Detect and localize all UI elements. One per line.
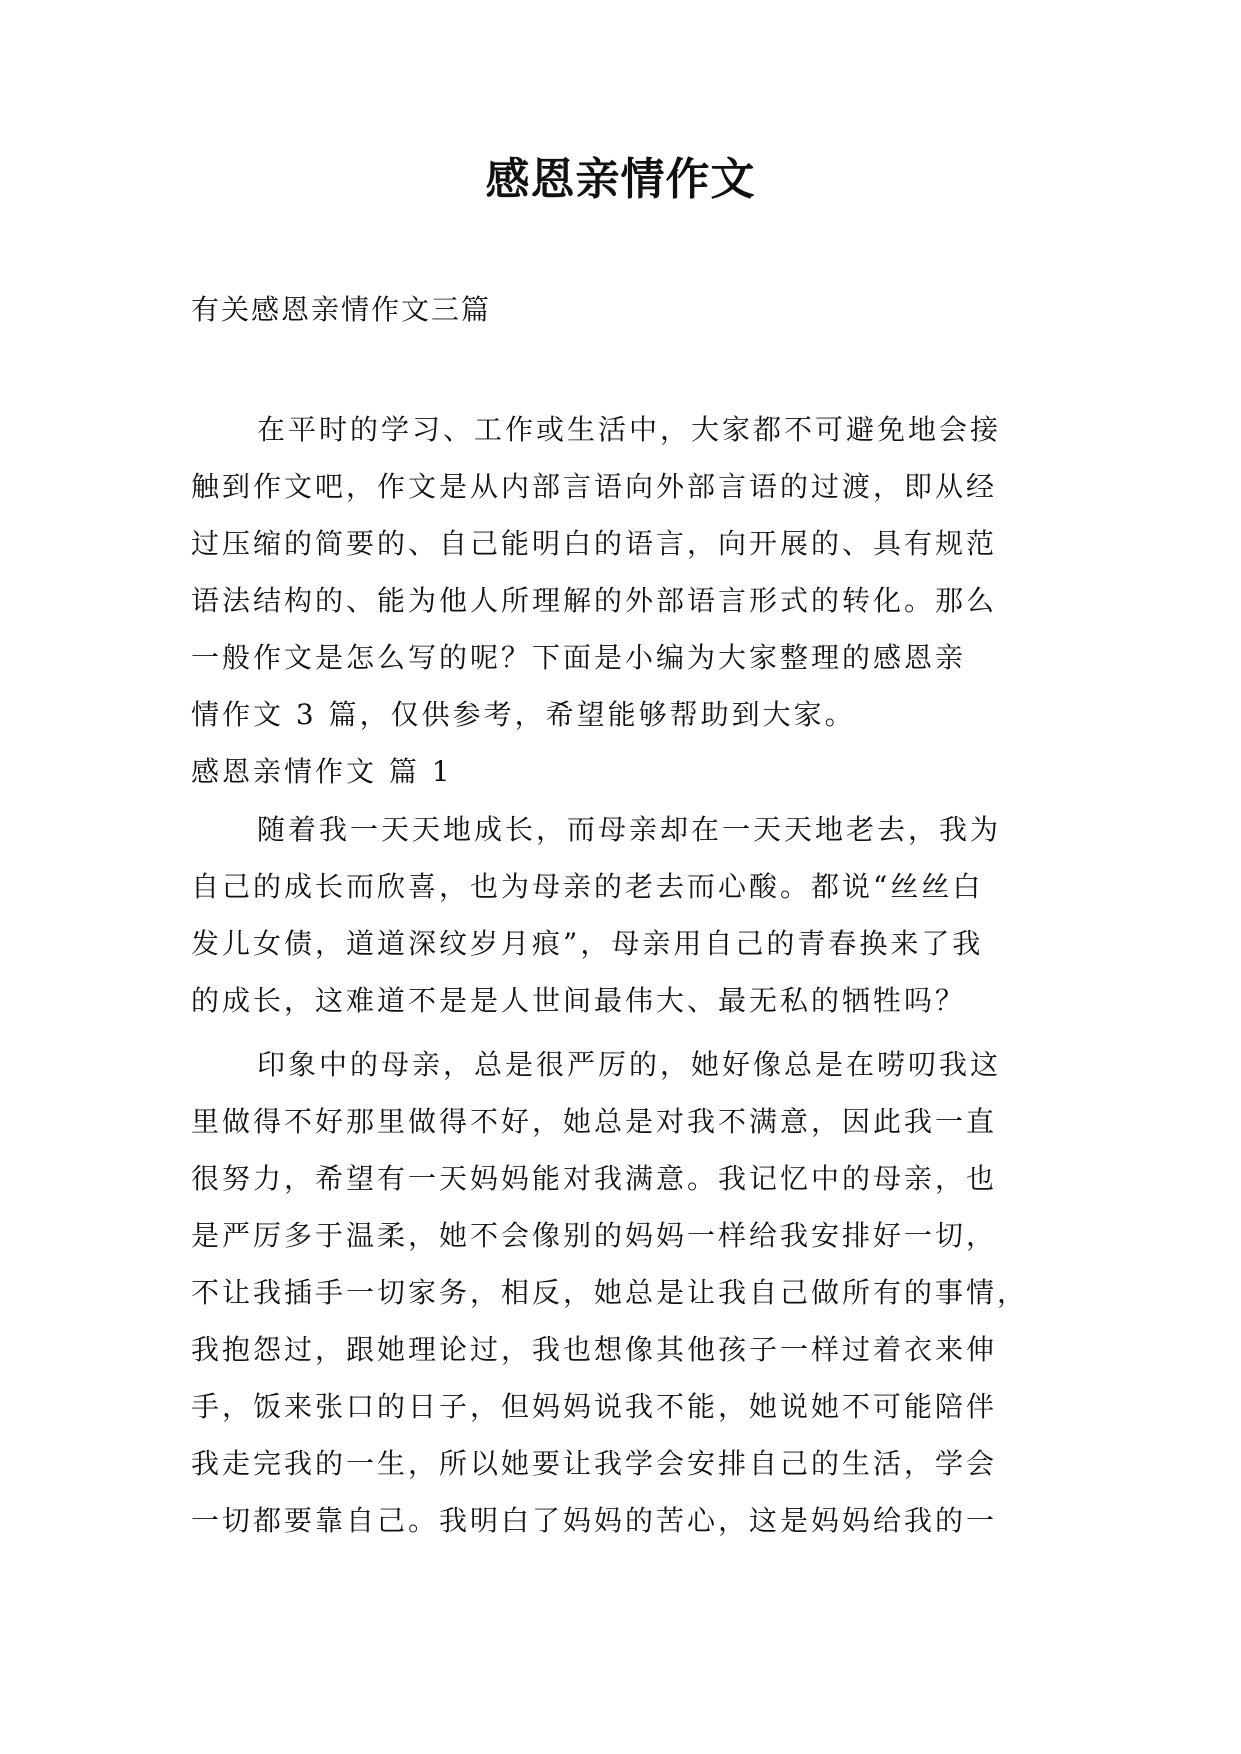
paragraph-line: 情作文 3 篇，仅供参考，希望能够帮助到大家。 [191, 698, 856, 731]
paragraph-line: 很努力，希望有一天妈妈能对我满意。我记忆中的母亲，也 [191, 1162, 998, 1195]
paragraph-line: 里做得不好那里做得不好，她总是对我不满意，因此我一直 [191, 1105, 998, 1138]
paragraph-line: 语法结构的、能为他人所理解的外部语言形式的转化。那么 [191, 584, 998, 617]
paragraph-line: 触到作文吧，作文是从内部言语向外部言语的过渡，即从经 [191, 470, 998, 503]
paragraph-line: 我走完我的一生，所以她要让我学会安排自己的生活，学会 [191, 1447, 998, 1480]
paragraph-line: 在平时的学习、工作或生活中，大家都不可避免地会接 [257, 413, 1002, 446]
paragraph-line: 不让我插手一切家务，相反，她总是让我自己做所有的事情， [191, 1276, 1029, 1309]
document-subtitle: 有关感恩亲情作文三篇 [191, 293, 492, 326]
document-title: 感恩亲情作文 [485, 154, 756, 205]
section-heading: 感恩亲情作文 篇 1 [191, 755, 453, 788]
paragraph-line: 随着我一天天地成长，而母亲却在一天天地老去，我为 [257, 813, 1002, 846]
paragraph-line: 发儿女债，道道深纹岁月痕”，母亲用自己的青春换来了我 [191, 927, 984, 960]
paragraph-line: 自己的成长而欣喜，也为母亲的老去而心酸。都说“丝丝白 [191, 870, 984, 903]
paragraph-line: 的成长，这难道不是是人世间最伟大、最无私的牺牲吗？ [191, 984, 967, 1017]
paragraph-line: 我抱怨过，跟她理论过，我也想像其他孩子一样过着衣来伸 [191, 1333, 998, 1366]
paragraph-line: 一般作文是怎么写的呢？下面是小编为大家整理的感恩亲 [191, 641, 967, 674]
paragraph-line: 手，饭来张口的日子，但妈妈说我不能，她说她不可能陪伴 [191, 1390, 998, 1423]
paragraph-line: 过压缩的简要的、自己能明白的语言，向开展的、具有规范 [191, 527, 998, 560]
paragraph-line: 印象中的母亲，总是很严厉的，她好像总是在唠叨我这 [257, 1048, 1002, 1081]
paragraph-line: 一切都要靠自己。我明白了妈妈的苦心，这是妈妈给我的一 [191, 1504, 998, 1537]
paragraph-line: 是严厉多于温柔，她不会像别的妈妈一样给我安排好一切， [191, 1219, 998, 1252]
